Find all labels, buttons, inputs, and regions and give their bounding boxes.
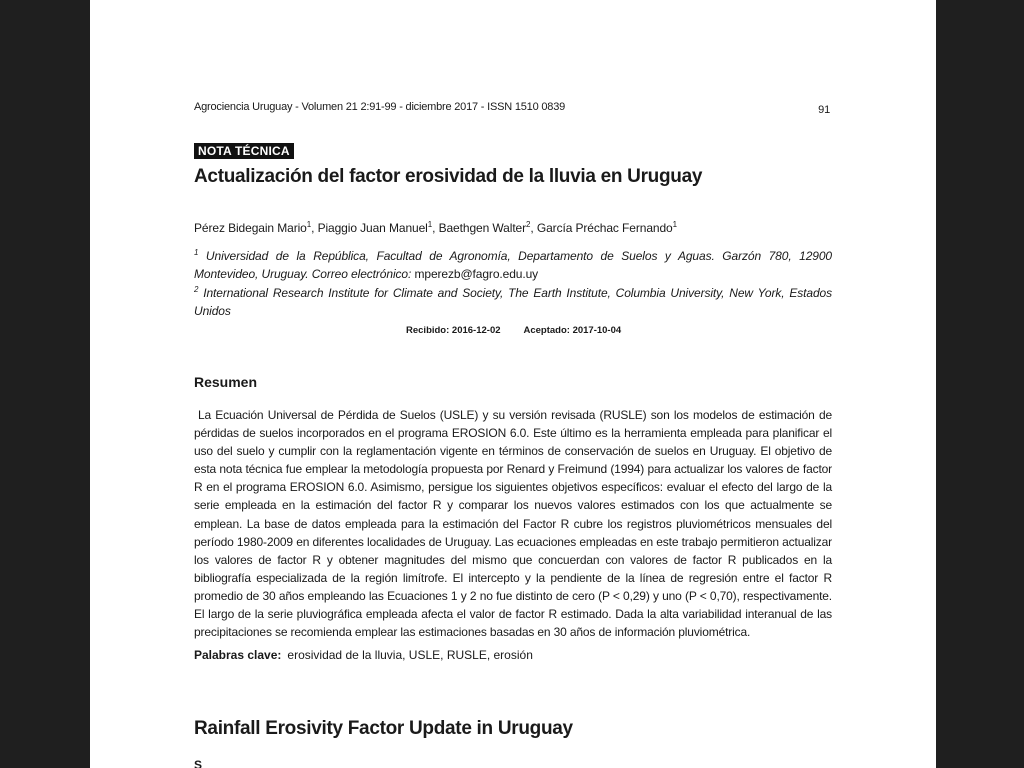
submission-dates — [406, 325, 621, 336]
author-name: Piaggio Juan Manuel — [317, 221, 428, 235]
author-name: García Préchac Fernando — [536, 221, 673, 235]
keywords — [194, 648, 832, 662]
page-number: 91 — [818, 104, 830, 116]
author-affiliation-mark: 1 — [306, 220, 312, 229]
document-page — [90, 0, 936, 768]
author-affiliation-mark: 2 — [526, 220, 531, 229]
author-affiliation-mark: 1 — [427, 220, 433, 229]
keywords-value: erosividad de la lluvia, USLE, RUSLE, erosión — [287, 648, 533, 662]
received-date: 2016-12-02 — [451, 325, 501, 336]
next-section-start: S — [194, 758, 203, 768]
note-type-badge: NOTA TÉCNICA — [194, 143, 294, 159]
keywords-label: Palabras clave: — [194, 648, 282, 662]
author-name: Baethgen Walter — [438, 221, 527, 235]
journal-header — [194, 101, 832, 116]
affiliation-number: 2 — [194, 285, 199, 294]
affiliation-text: International Research Institute for Climate and Society, The Earth Institute, Columbia University, New York, Estados Unidos — [194, 286, 832, 318]
affiliation-1 — [194, 244, 832, 283]
received-label: Recibido: — [406, 325, 450, 336]
author-affiliation-mark: 1 — [672, 220, 677, 229]
author-name: Pérez Bidegain Mario — [194, 221, 307, 235]
paper-title: Actualización del factor erosividad de la lluvia en Uruguay — [194, 166, 703, 187]
affiliation-2 — [194, 281, 832, 320]
abstract-body: La Ecuación Universal de Pérdida de Suelos (USLE) y su versión revisada (RUSLE) son los modelos de estimación de pérdidas de suelos incorporados en el programa EROSION 6.0. Este último es la herramienta empleada para planificar el uso del suelo y cumplir con la reglamentación vigente en términos de conservación de suelos en Uruguay. El objetivo de esta nota técnica fue emplear la metodología propuesta por Renard y Freimund (1994) para actualizar los valores de factor R en el programa EROSION 6.0. Asimismo, persigue los siguientes objetivos específicos: evaluar el efecto del largo de la serie empleada en la estimación del factor R y comparar los nuevos valores estimados con los que actualmente se emplean. La base de datos empleada para la estimación del Factor R cubre los registros pluviométricos mensuales del período 1980-2009 en diferentes localidades de Uruguay. Las ecuaciones empleadas en este trabajo permitieron actualizar los valores de factor R y obtener magnitudes del mismo que concuerdan con valores de factor R publicados en la bibliografía especializada de la región limítrofe. El intercepto y la pendiente de la línea de regresión entre el factor R promedio de 30 años empleando las Ecuaciones 1 y 2 no fue distinto de cero (P < 0,29) y uno (P < 0,70), respectivamente. El largo de la serie pluviográfica empleada afecta el valor de factor R estimado. Dada la alta variabilidad interanual de las precipitaciones se recomienda emplear las estimaciones basadas en 30 años de información pluviométrica. — [194, 408, 832, 640]
journal-line: Agrociencia Uruguay - Volumen 21 2:91-99 - diciembre 2017 - ISSN 1510 0839 — [194, 101, 566, 113]
affiliation-number: 1 — [194, 248, 199, 257]
abstract-heading: Resumen — [194, 374, 258, 390]
accepted-label: Aceptado: — [523, 325, 570, 336]
english-title: Rainfall Erosivity Factor Update in Uruguay — [194, 718, 573, 739]
affiliation-text: Universidad de la República, Facultad de Agronomía, Departamento de Suelos y Aguas. Garzón 780, 12900 Montevideo, Uruguay. Correo electrónico: — [194, 249, 832, 281]
author-list: Pérez Bidegain Mario$^1$, Piaggio Juan Manuel$^1$, Baethgen Walter$^2$, García Préchac Fernando$^1$ — [194, 220, 677, 235]
accepted-date: 2017-10-04 — [572, 325, 622, 336]
contact-email: mperezb@fagro.edu.uy — [414, 267, 539, 281]
